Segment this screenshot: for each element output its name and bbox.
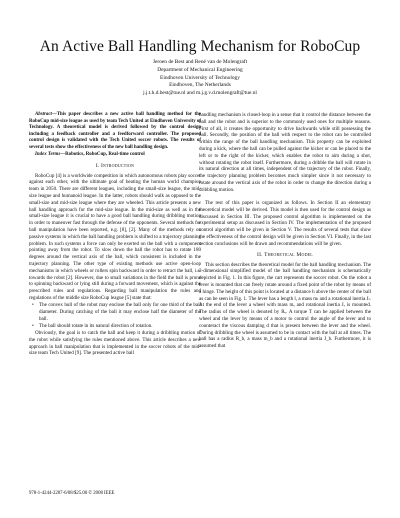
abstract-lead: Abstract: [35, 112, 52, 117]
paper-title: An Active Ball Handling Mechanism for RoboCup: [39, 38, 361, 55]
section-heading-theoretical-model: II. Theoretical Model: [257, 251, 313, 258]
index-terms-lead: Index Terms: [35, 151, 61, 157]
bullet-marker: •: [32, 302, 34, 309]
author-university: Eindhoven University of Technology: [160, 74, 240, 81]
intro-paragraph-2: Obviously, the goal is to catch the ball and keep it during a dribbling motion of the robot while satisfying the rules mentioned above. This article describes a new approach in ball manipulation that is implemented in the soccer robots of the mid-size team Tech United [9]. The presented active ball: [29, 330, 201, 357]
intro-paragraph-3: handling mechanism is closed-loop in a sense that it control the distance between the ball and the robot and is superior to the commonly used ones for multiple reasons. First of all, it creates the opportunity to drive backwards while still possessing the ball. Secondly, the position of the ball with respect to the robot can be controlled within the range of the ball handling mechanism. This property can be exploited during a kick, where the ball can be pulled against the kicker or can be placed to the left or to the right of the kicker, which enables the robot to aim during a shot, without rotating the robot itself. Furthermore, during a dribble the ball will rotate in its natural direction at all times, independent of the trajectory of the robot. Finally, the trajectory planning problem becomes much simpler since it not necessary to rotate around the vertical axis of the robot in order to change the direction during a dribbling motion.: [199, 112, 371, 193]
author-block: [0, 59, 400, 98]
author-names: Jeroen de Best and René van de Molengraft: [152, 59, 248, 65]
abstract-text: —This paper describes a new active ball handling method for the RoboCup mid-size league as used by team Tech United at Eindhoven University of Technology. A theoretical model is derived followed by the control design including a feedback controller and a feedforward controller. The proposed control design is validated with the Tech United soccer robots. The results of several tests show the effectiveness of the new ball handling design.: [29, 112, 201, 150]
copyright-footer: 978-1-4244-2287-6/08/$25.00 © 2008 IEEE: [29, 491, 115, 496]
right-column: [199, 112, 371, 350]
model-paragraph-1: This section describes the theoretical model for the ball handling mechanism. The 2-dimensional simplified model of the ball handling mechanism is schematically depicted in Fig. 1. In this figure, the cart represents the soccer robot. On the robot a lever is mounted that can freely rotate around a fixed point of the robot by means of a hinge. The height of this point is located at a distance h above the center of the ball as can be seen in Fig. 1. The lever has a length l, a mass mₗ and a rotational inertia Jₗ. At the end of the lever a wheel with mass mᵥ and rotational inertia Jᵥ is mounted. The radius of the wheel is denoted by Rᵥ. A torque T can be applied between the wheel and the lever by means of a motor to control the angle of the lever and to counteract the viscous damping d that is present between the lever and the wheel. During dribbling the wheel is assumed to be in contact with the ball at all times. The ball has a radius R_b, a mass m_b and a rotational inertia J_b. Furthermore, it is assumed that: [199, 261, 371, 350]
intro-paragraph-1: RoboCup [4] is a worldwide competition in which autonomous robots play soccer against each other, with the ultimate goal of beating the human world champion team in 2050. There are different leagues, including the small-size league, the mid-size league and humanoid league. In the latter, robots should walk as opposed to the small-size and mid-size league where they are wheeled. This article presents a new ball handling approach for the mid-size league. In the mid-size as well as in the small-size league it is crucial to have a good ball handling during dribbling motion in order to maneuver fast through the defense of the opponents. Several methods for ball manipulation have been reported, e.g. [8], [2]. Many of the methods rely on passive systems in which the ball handling problem is shifted to a trajectory planning problem. In such systems a force can only be exerted on the ball with a component pointing away from the robot. To slow down the ball the robot has to rotate 180 degrees around the vertical axis of the ball, which consistent is included in the trajectory planning. The other type of existing methods use active open-loop mechanisms in which wheels or rollers spin backward in order to retract the ball, i.e. towards the robot [2]. However, due to small variations in the field the ball is prone to spinning backward or lying still during a forward movement, which is against the prescribed rules and regulations. Regarding ball manipulation the rules and regulations of the middle size RoboCup league [5] state that:: [29, 172, 201, 301]
author-emails: j.j.t.h.d.best@tue.nl and m.j.g.v.d.molengraft@tue.nl: [143, 90, 257, 97]
rule-bullet-1: [29, 302, 201, 322]
index-terms: [29, 152, 201, 159]
rule-bullet-2: [29, 323, 201, 330]
intro-paragraph-4: The rest of this paper is organized as follows. In Section II an elementary theoretical model will be derived. This model is then used for the control design as discussed in Section III. The proposed control algorithm is implemented on the experimental setup as discussed in Section IV. The implementation of the proposed control algorithm will be given in Section V. The results of several tests that show the effectiveness of the control design will be given in Section VI. Finally, in the last section conclusions will be drawn and recommendations will be given.: [199, 199, 371, 247]
left-column: [29, 112, 201, 358]
index-terms-text: —Robotics, RoboCup, Real-time control: [60, 151, 145, 157]
author-city: Eindhoven, The Netherlands: [169, 82, 231, 89]
section-heading-introduction: I. Introduction: [95, 162, 135, 169]
rule-bullet-1-text: The convex hull of the robot may enclose the ball only for one third of the ball diameter. During catching of the ball it may enclose half the diameter of the ball.: [39, 302, 201, 322]
abstract: [29, 112, 201, 152]
bullet-marker: •: [32, 322, 34, 329]
rule-bullet-2-text: The ball should rotate in its natural direction of rotation.: [39, 322, 153, 329]
author-department: Department of Mechanical Engineering: [157, 66, 243, 73]
